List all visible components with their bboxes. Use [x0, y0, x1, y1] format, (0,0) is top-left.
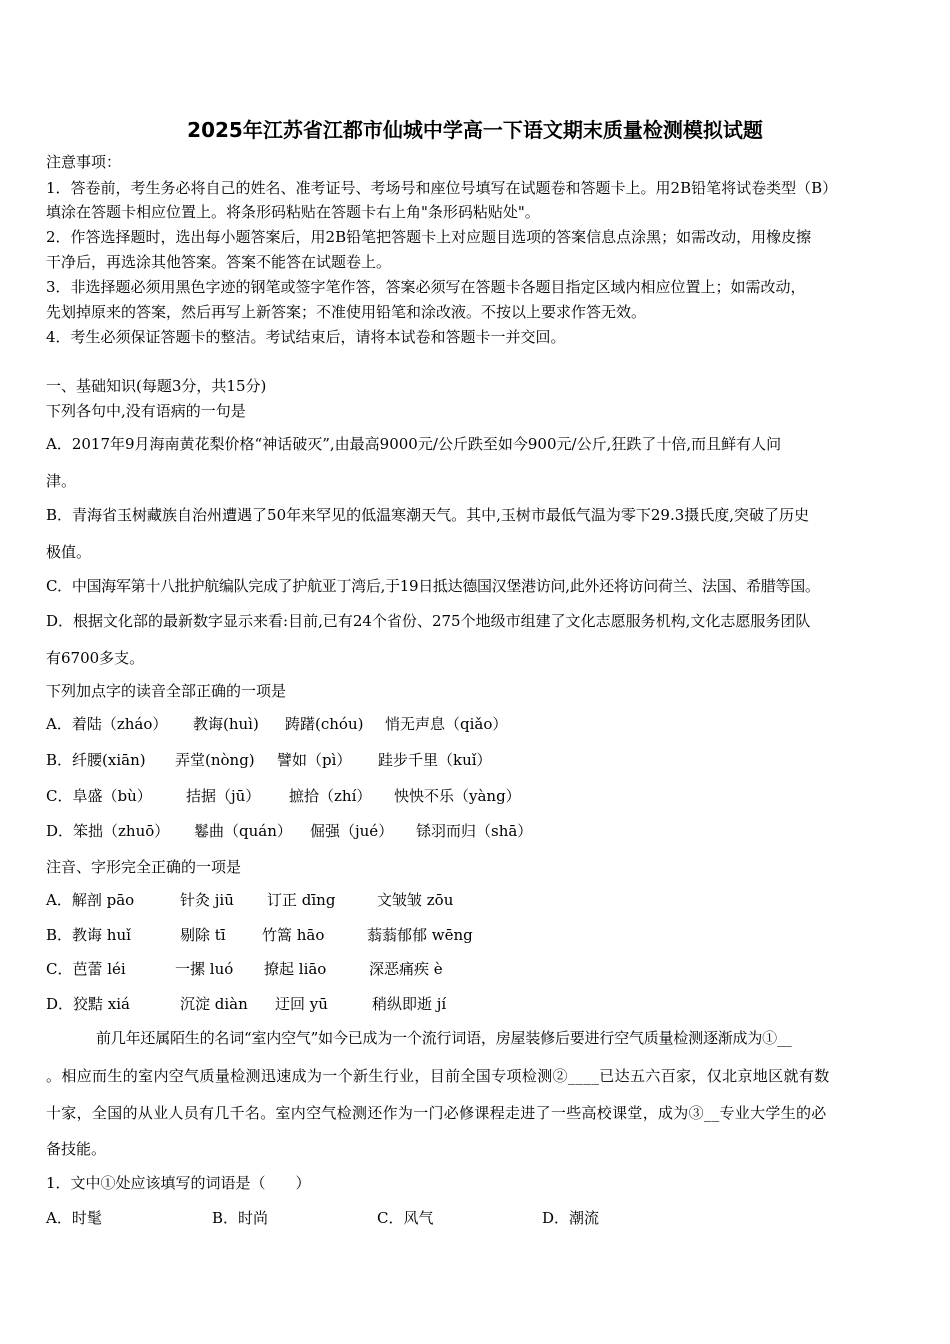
- notice-line: 4．考生必须保证答题卡的整洁。考试结束后，请将本试卷和答题卡一并交回。: [46, 328, 566, 346]
- notice-line: 1．答卷前，考生务必将自己的姓名、准考证号、考场号和座位号填写在试题卷和答题卡上。用2B铅笔将试卷类型（B）: [46, 179, 838, 197]
- q4-option-b: B．时尚: [212, 1209, 269, 1227]
- q3-option-a-word: 针灸 jiū: [180, 891, 234, 909]
- q2-option-d-word: 倔强（jué）: [310, 822, 394, 840]
- page-title: 2025年江苏省江都市仙城中学高一下语文期末质量检测模拟试题: [187, 118, 763, 142]
- q3-option-c-word: 深恶痛疾 è: [369, 960, 443, 978]
- option-a: A．2017年9月海南黄花梨价格“神话破灭”,由最高9000元/公斤跌至如今900元/公斤,狂跌了十倍,而且鲜有人问: [46, 435, 782, 453]
- q3-option-b-word: 竹篙 hāo: [262, 926, 325, 944]
- q3-option-a-word: 文皱皱 zōu: [377, 891, 454, 909]
- q3-option-a-word: 订正 dīng: [267, 891, 336, 909]
- q2-option-c-word: 拮据（jū）: [186, 787, 261, 805]
- q4-option-d: D．潮流: [542, 1209, 600, 1227]
- q2-option-b-word: 弄堂(nòng): [175, 751, 255, 769]
- q2-option-b-word: 跬步千里（kuǐ）: [378, 751, 492, 769]
- q2-option-d: D．笨拙（zhuō）: [46, 822, 170, 840]
- notice-line: 2．作答选择题时，选出每小题答案后，用2B铅笔把答题卡上对应题目选项的答案信息点涂黑；如需改动，用橡皮擦: [46, 228, 812, 246]
- q2-option-b-word: 譬如（pì）: [277, 751, 352, 769]
- q2-option-c-word: 摭拾（zhí）: [289, 787, 372, 805]
- question-stem: 下列各句中,没有语病的一句是: [46, 402, 246, 420]
- q3-option-c-word: 撩起 liāo: [264, 960, 327, 978]
- option-b: B．青海省玉树藏族自治州遭遇了50年来罕见的低温寒潮天气。其中,玉树市最低气温为零下29.3摄氏度,突破了历史: [46, 506, 810, 524]
- q3-option-c-word: 一摞 luó: [175, 960, 234, 978]
- option-d-cont: 有6700多支。: [46, 649, 145, 667]
- q3-option-c: C．芭蕾 léi: [46, 960, 126, 978]
- q2-option-c: C．阜盛（bù）: [46, 787, 152, 805]
- q2-option-a-word: 教诲(huì): [193, 715, 259, 733]
- notice-line: 干净后，再选涂其他答案。答案不能答在试题卷上。: [46, 253, 392, 271]
- passage-line: 十家，全国的从业人员有几千名。室内空气检测还作为一门必修课程走进了一些高校课堂，成为③__专业大学生的必: [46, 1104, 827, 1122]
- q3-option-d: D．狡黠 xiá: [46, 995, 130, 1013]
- q3-option-b: B．教诲 huǐ: [46, 926, 131, 944]
- option-c: C．中国海军第十八批护航编队完成了护航亚丁湾后,于19日抵达德国汉堡港访问,此外还将访问荷兰、法国、希腊等国。: [46, 577, 820, 595]
- passage-line: 备技能。: [46, 1140, 107, 1158]
- q2-option-b: B．纤腰(xiān): [46, 751, 146, 769]
- option-b-cont: 极值。: [46, 543, 92, 561]
- section-heading: 一、基础知识(每题3分，共15分): [46, 377, 267, 395]
- q3-option-d-word: 迂回 yū: [275, 995, 328, 1013]
- q2-option-c-word: 怏怏不乐（yàng）: [394, 787, 521, 805]
- question-stem: 下列加点字的读音全部正确的一项是: [46, 682, 287, 700]
- notice-line: 填涂在答题卡相应位置上。将条形码粘贴在答题卡右上角"条形码粘贴处"。: [46, 203, 540, 221]
- q2-option-d-word: 鬈曲（quán）: [194, 822, 292, 840]
- option-a-cont: 津。: [46, 472, 77, 490]
- q3-option-b-word: 剔除 tī: [180, 926, 226, 944]
- q2-option-a-word: 踌躇(chóu): [285, 715, 364, 733]
- q4-option-c: C．风气: [377, 1209, 434, 1227]
- q3-option-a: A．解剖 pāo: [46, 891, 135, 909]
- q3-option-d-word: 沉淀 diàn: [180, 995, 248, 1013]
- q2-option-d-word: 铩羽而归（shā）: [416, 822, 533, 840]
- q2-option-a-word: 悄无声息（qiǎo）: [385, 715, 508, 733]
- notice-line: 先划掉原来的答案，然后再写上新答案；不准使用铅笔和涂改液。不按以上要求作答无效。: [46, 303, 647, 321]
- passage-line: 前几年还属陌生的名词“室内空气”如今已成为一个流行词语，房屋装修后要进行空气质量检测逐渐成为①__: [96, 1029, 792, 1047]
- q3-option-d-word: 稍纵即逝 jí: [372, 995, 447, 1013]
- option-d: D．根据文化部的最新数字显示来看:目前,已有24个省份、275个地级市组建了文化志愿服务机构,文化志愿服务团队: [46, 612, 811, 630]
- q4-option-a: A．时髦: [46, 1209, 102, 1227]
- q3-option-b-word: 蓊蓊郁郁 wēng: [367, 926, 473, 944]
- question-stem: 注音、字形完全正确的一项是: [46, 858, 242, 876]
- q2-option-a: A．着陆（zháo）: [46, 715, 168, 733]
- passage-line: 。相应而生的室内空气质量检测迅速成为一个新生行业，目前全国专项检测②____已达五六百家，仅北京地区就有数: [46, 1067, 830, 1085]
- notice-heading: 注意事项：: [46, 153, 122, 171]
- question-stem: 1．文中①处应该填写的词语是（ ）: [46, 1174, 311, 1192]
- notice-line: 3．非选择题必须用黑色字迹的钢笔或签字笔作答，答案必须写在答题卡各题目指定区域内相应位置上；如需改动，: [46, 278, 806, 296]
